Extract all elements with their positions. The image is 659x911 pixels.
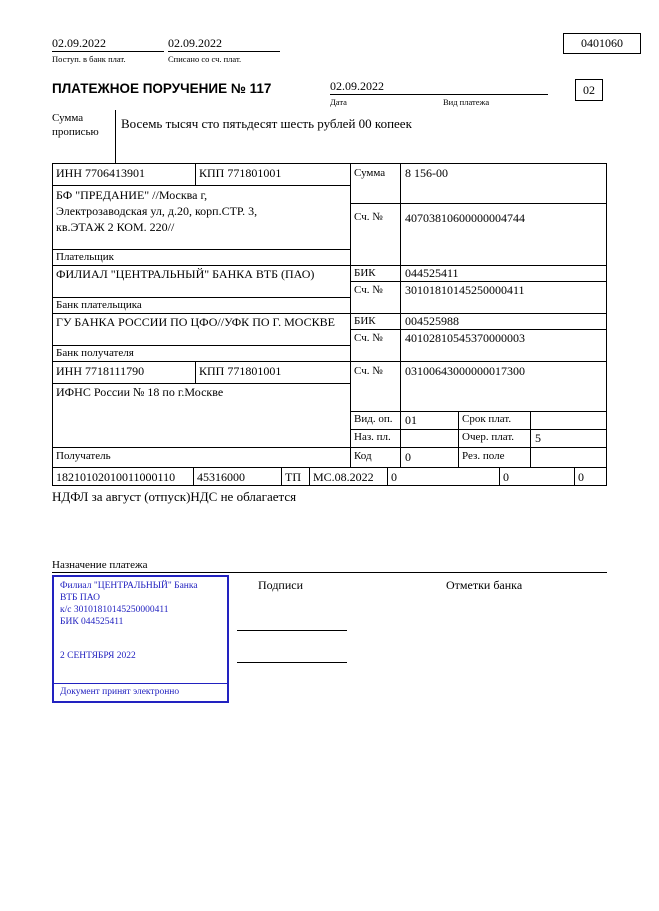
form-code: 0401060 [563,33,641,54]
grid-line [387,467,388,485]
tax-doc-number-field: 0 [391,470,397,484]
grid-line [52,467,607,468]
beneficiary-inn: ИНН 7718111790 [56,364,145,378]
oktmo-field: 45316000 [197,470,245,484]
grid-line [52,297,350,298]
payer-name-line: Электрозаводская ул, д.20, корп.СТР. 3, [56,204,258,218]
tax-period-field: МС.08.2022 [313,470,374,484]
payer-bank-bik: 044525411 [405,266,459,280]
stamp-date: 2 СЕНТЯБРЯ 2022 [60,650,136,661]
stamp-spacer [60,662,221,684]
signature-line [237,662,347,663]
payer-name-line: БФ "ПРЕДАНИЕ" //Москва г, [56,188,208,202]
date-label: Дата [330,97,347,107]
grid-line [309,467,310,485]
stamp-line: к/с 30101810145250000411 [60,605,169,615]
grid-line [350,163,351,467]
grid-line [195,163,196,185]
payer-bank-account-label: Сч. № [354,284,383,296]
payer-bank-bik-label: БИК [354,267,376,279]
reserve-field-label: Рез. поле [462,450,505,462]
grid-line [52,383,350,384]
op-kind-value: 01 [405,413,417,427]
stamp-line: ВТБ ПАО [60,593,100,603]
grid-line [52,163,53,485]
grid-line [52,447,607,448]
grid-line [52,572,607,573]
grid-line [52,313,607,314]
beneficiary-account: 03100643000000017300 [405,364,525,378]
beneficiary-kpp: КПП 771801001 [199,364,282,378]
stamp-line: Филиал "ЦЕНТРАЛЬНЫЙ" Банка [60,581,198,591]
status-code: 02 [575,79,603,101]
grid-line [281,467,282,485]
payer-bank-account: 30101810145250000411 [405,283,525,297]
beneficiary-name: ИФНС России № 18 по г.Москве [56,385,224,399]
grid-line [193,467,194,485]
grid-line [350,203,607,204]
amount-value: 8 156-00 [405,166,448,180]
beneficiary-bank-name: ГУ БАНКА РОССИИ ПО ЦФО//УФК ПО Г. МОСКВЕ [56,315,335,329]
payer-account: 40703810600000004744 [405,211,525,225]
payment-type-field: 0 [578,470,584,484]
purpose-text: НДФЛ за август (отпуск)НДС не облагается [52,489,297,504]
debited-date: 02.09.2022 [168,36,280,52]
payer-account-label: Сч. № [354,211,383,223]
grid-line [52,163,607,164]
received-date: 02.09.2022 [52,36,164,52]
priority-value: 5 [535,431,541,445]
beneficiary-account-label: Сч. № [354,365,383,377]
payer-name-line: кв.ЭТАЖ 2 КОМ. 220// [56,220,175,234]
payment-basis-field: ТП [285,470,301,484]
amount-words-label-line1: Сумма [52,112,84,124]
grid-line [195,361,196,383]
signatures-label: Подписи [258,578,304,592]
divider-line [115,110,116,163]
payer-bank-name: ФИЛИАЛ "ЦЕНТРАЛЬНЫЙ" БАНКА ВТБ (ПАО) [56,267,315,281]
grid-line [458,411,459,467]
grid-line [350,329,607,330]
grid-line [574,467,575,485]
payer-bank-section-label: Банк плательщика [56,299,142,311]
beneficiary-bank-account: 40102810545370000003 [405,331,525,345]
beneficiary-section-label: Получатель [56,450,111,462]
grid-line [606,163,607,485]
document-date: 02.09.2022 [330,79,548,95]
beneficiary-bank-bik: 004525988 [405,314,459,328]
purpose-code-label: Наз. пл. [354,431,391,443]
stamp-spacer [60,628,221,650]
priority-label: Очер. плат. [462,431,515,443]
beneficiary-bank-bik-label: БИК [354,315,376,327]
grid-line [499,467,500,485]
debited-date-label: Списано со сч. плат. [168,54,242,64]
payment-kind-label: Вид платежа [443,97,490,107]
payer-kpp: КПП 771801001 [199,166,282,180]
grid-line [350,281,607,282]
grid-line [52,265,607,266]
amount-label: Сумма [354,167,386,179]
due-date-label: Срок плат. [462,413,512,425]
grid-line [400,163,401,467]
kbk-field: 18210102010011000110 [56,470,176,484]
grid-line [350,411,607,412]
beneficiary-bank-account-label: Сч. № [354,332,383,344]
payer-inn: ИНН 7706413901 [56,166,145,180]
grid-line [52,485,607,486]
bank-stamp [52,575,229,703]
payer-name [56,187,257,235]
grid-line [530,411,531,467]
bank-marks-label: Отметки банка [446,578,523,592]
grid-line [52,185,350,186]
payer-section-label: Плательщик [56,251,114,263]
purpose-label: Назначение платежа [52,559,148,571]
grid-line [52,345,350,346]
document-title: ПЛАТЕЖНОЕ ПОРУЧЕНИЕ № 117 [52,81,272,96]
stamp-footer: Документ принят электронно [54,683,227,698]
grid-line [350,429,607,430]
amount-in-words: Восемь тысяч сто пятьдесят шесть рублей 00 копеек [121,116,412,131]
code-label: Код [354,450,372,462]
code-value: 0 [405,450,411,464]
grid-line [52,361,607,362]
stamp-line: БИК 044525411 [60,617,124,627]
tax-doc-date-field: 0 [503,470,509,484]
grid-line [52,249,350,250]
received-date-label: Поступ. в банк плат. [52,54,126,64]
signature-line [237,630,347,631]
amount-words-label-line2: прописью [52,126,99,138]
beneficiary-bank-section-label: Банк получателя [56,347,134,359]
op-kind-label: Вид. оп. [354,413,393,425]
